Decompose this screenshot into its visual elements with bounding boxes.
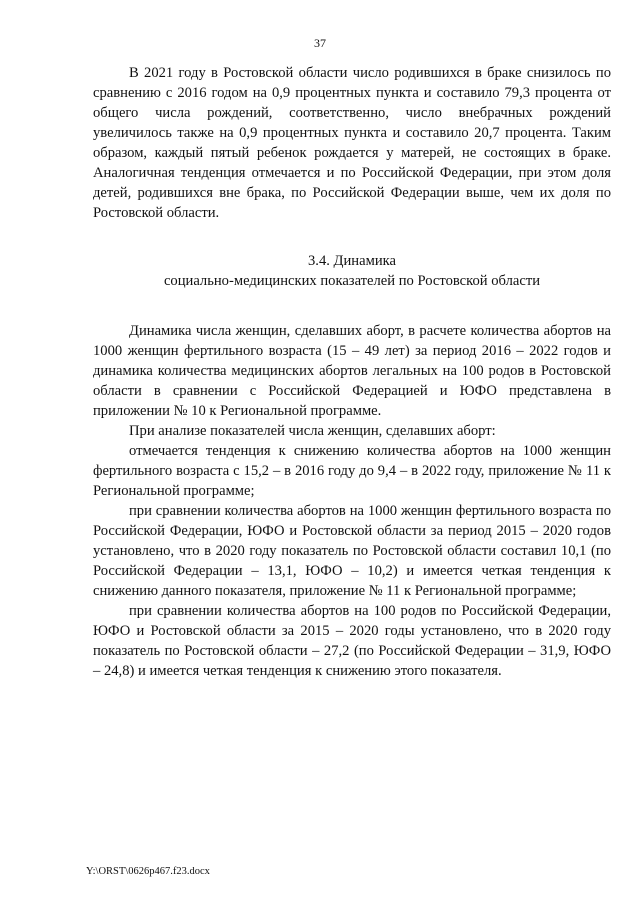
paragraph-comparison-1000: при сравнении количества абортов на 1000 женщин фертильного возраста по Российской Федерации, ЮФО и Ростовской области за период 2015 – 2020 годов установлено, что в 2020 году показатель по Ростовской области составил 10,1 (по Российской Федерации – 13,1, ЮФО – 10,2) и имеется четкая тенденция к снижению данного показателя, приложение № 11 к Региональной программе; bbox=[93, 503, 611, 599]
paragraph-trend-1000: отмечается тенденция к снижению количества абортов на 1000 женщин фертильного возраста с 15,2 – в 2016 году до 9,4 – в 2022 году, приложение № 11 к Региональной программе; bbox=[93, 443, 611, 499]
page-number: 37 bbox=[314, 36, 326, 50]
paragraph-comparison-100: при сравнении количества абортов на 100 родов по Российской Федерации, ЮФО и Ростовской области за 2015 – 2020 годы установлено, что в 2020 году показатель по Ростовской области – 27,2 (по Российской Федерации – 31,9, ЮФО – 24,8) и имеется четкая тенденция к снижению этого показателя. bbox=[93, 603, 611, 679]
section-heading-number: 3.4. Динамика bbox=[308, 253, 396, 269]
paragraph-abortion-dynamics: Динамика числа женщин, сделавших аборт, в расчете количества абортов на 1000 женщин фертильного возраста (15 – 49 лет) за период 2016 – 2022 годов и динамика количества медицинских абортов легальных на 100 родов в Ростовской области в сравнении с Российской Федерацией и ЮФО представлена в приложении № 10 к Региональной программе. bbox=[93, 323, 611, 419]
section-heading-title: социально-медицинских показателей по Ростовской области bbox=[163, 273, 541, 289]
section-heading bbox=[93, 251, 611, 291]
paragraph-analysis-intro: При анализе показателей числа женщин, сделавших аборт: bbox=[129, 423, 496, 439]
document-body bbox=[93, 63, 611, 681]
footer-file-path: Y:\ORST\0626p467.f23.docx bbox=[86, 866, 210, 877]
paragraph-birth-stats: В 2021 году в Ростовской области число родившихся в браке снизилось по сравнению с 2016 годом на 0,9 процентных пункта и составило 79,3 процента от общего числа рождений, соответственно, число внебрачных рождений увеличилось также на 0,9 процентных пункта и составило 20,7 процента. Таким образом, каждый пятый ребенок рождается у матерей, не состоящих в браке. Аналогичная тенденция отмечается и по Российской Федерации, при этом доля детей, родившихся вне брака, по Российской Федерации выше, чем их доля по Ростовской области. bbox=[93, 65, 611, 221]
